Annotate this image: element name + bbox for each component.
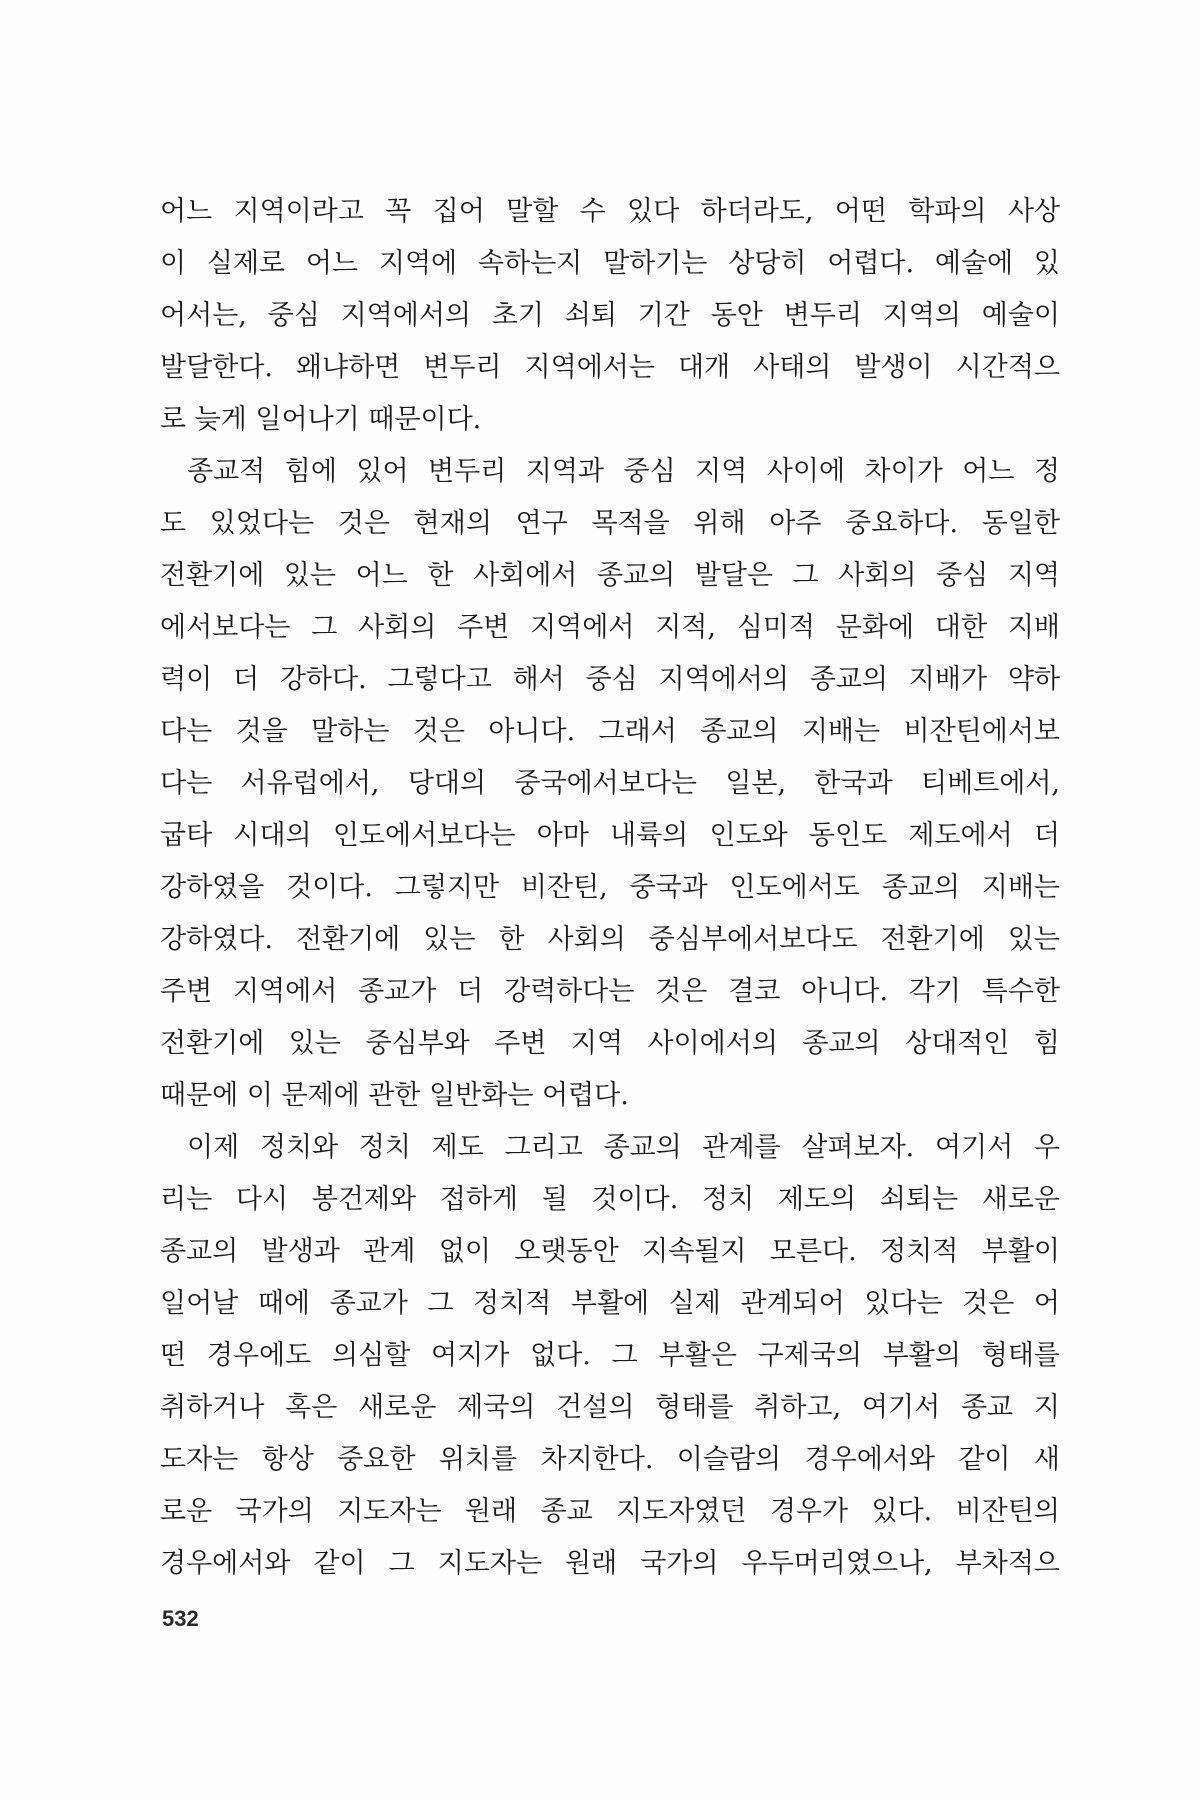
- text-line: 전환기에 있는 중심부와 주변 지역 사이에서의 종교의 상대적인 힘: [160, 1028, 1060, 1059]
- text-line: 종교적 힘에 있어 변두리 지역과 중심 지역 사이에 차이가 어느 정: [187, 456, 1060, 487]
- text-line: 일어날 때에 종교가 그 정치적 부활에 실제 관계되어 있다는 것은 어: [160, 1288, 1060, 1319]
- text-line: 리는 다시 봉건제와 접하게 될 것이다. 정치 제도의 쇠퇴는 새로운: [160, 1184, 1060, 1215]
- text-line: 취하거나 혹은 새로운 제국의 건설의 형태를 취하고, 여기서 종교 지: [160, 1392, 1060, 1423]
- text-line: 도 있었다는 것은 현재의 연구 목적을 위해 아주 중요하다. 동일한: [160, 508, 1060, 539]
- text-line: 력이 더 강하다. 그렇다고 해서 중심 지역에서의 종교의 지배가 약하: [160, 664, 1060, 695]
- text-line: 강하였을 것이다. 그렇지만 비잔틴, 중국과 인도에서도 종교의 지배는: [160, 872, 1060, 903]
- text-line: 종교의 발생과 관계 없이 오랫동안 지속될지 모른다. 정치적 부활이: [160, 1236, 1060, 1267]
- text-line: 이제 정치와 정치 제도 그리고 종교의 관계를 살펴보자. 여기서 우: [187, 1132, 1060, 1163]
- text-line: 주변 지역에서 종교가 더 강력하다는 것은 결코 아니다. 각기 특수한: [160, 976, 1060, 1007]
- text-line: 어서는, 중심 지역에서의 초기 쇠퇴 기간 동안 변두리 지역의 예술이: [160, 300, 1060, 331]
- text-line: 이 실제로 어느 지역에 속하는지 말하기는 상당히 어렵다. 예술에 있: [160, 248, 1060, 279]
- text-line: 경우에서와 같이 그 지도자는 원래 국가의 우두머리였으나, 부차적으: [160, 1548, 1060, 1579]
- text-line: 떤 경우에도 의심할 여지가 없다. 그 부활은 구제국의 부활의 형태를: [160, 1340, 1060, 1371]
- text-line: 때문에 이 문제에 관한 일반화는 어렵다.: [160, 1080, 629, 1111]
- text-line: 전환기에 있는 어느 한 사회에서 종교의 발달은 그 사회의 중심 지역: [160, 560, 1060, 591]
- text-line: 다는 것을 말하는 것은 아니다. 그래서 종교의 지배는 비잔틴에서보: [160, 716, 1060, 747]
- text-line: 굽타 시대의 인도에서보다는 아마 내륙의 인도와 동인도 제도에서 더: [160, 820, 1060, 851]
- text-line: 어느 지역이라고 꼭 집어 말할 수 있다 하더라도, 어떤 학파의 사상: [160, 196, 1060, 227]
- page-number: 532: [162, 1606, 199, 1631]
- body-text: [160, 186, 1060, 1590]
- text-line: 로운 국가의 지도자는 원래 종교 지도자였던 경우가 있다. 비잔틴의: [160, 1496, 1060, 1527]
- text-line: 도자는 항상 중요한 위치를 차지한다. 이슬람의 경우에서와 같이 새: [160, 1444, 1060, 1475]
- text-line: 강하였다. 전환기에 있는 한 사회의 중심부에서보다도 전환기에 있는: [160, 924, 1060, 955]
- text-line: 에서보다는 그 사회의 주변 지역에서 지적, 심미적 문화에 대한 지배: [160, 612, 1060, 643]
- text-line: 발달한다. 왜냐하면 변두리 지역에서는 대개 사태의 발생이 시간적으: [160, 352, 1060, 383]
- text-line: 다는 서유럽에서, 당대의 중국에서보다는 일본, 한국과 티베트에서,: [160, 768, 1060, 799]
- text-line: 로 늦게 일어나기 때문이다.: [160, 404, 482, 435]
